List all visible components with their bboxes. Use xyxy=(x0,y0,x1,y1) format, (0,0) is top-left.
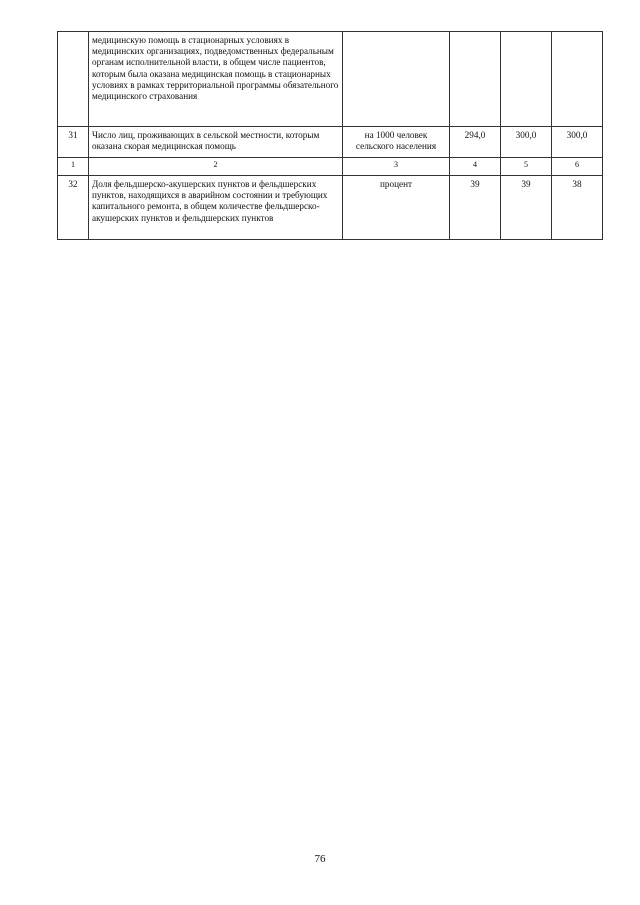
value-cell-year1: 294,0 xyxy=(450,127,501,158)
column-number-2: 2 xyxy=(89,158,343,176)
row-number-cell: 32 xyxy=(58,176,89,240)
indicators-table xyxy=(57,31,603,240)
value-cell-year3 xyxy=(552,32,603,127)
column-number-header-row xyxy=(58,158,603,176)
column-number-5: 5 xyxy=(501,158,552,176)
value-cell-year2: 39 xyxy=(501,176,552,240)
value-cell-year1: 39 xyxy=(450,176,501,240)
indicator-name-text: Доля фельдшерско-акушерских пунктов и фельдшерских пунктов, находящихся в аварийном состоянии и требующих капитального ремонта, в общем количестве фельдшерско-акушерских пунктов и фельдшерских пунктов xyxy=(92,179,328,223)
column-number-3: 3 xyxy=(343,158,450,176)
value-cell-year2: 300,0 xyxy=(501,127,552,158)
value-cell-year3: 300,0 xyxy=(552,127,603,158)
table-row-31 xyxy=(58,127,603,158)
column-number-6: 6 xyxy=(552,158,603,176)
column-number-4: 4 xyxy=(450,158,501,176)
table-row-32 xyxy=(58,176,603,240)
unit-cell: процент xyxy=(343,176,450,240)
table-row-continuation xyxy=(58,32,603,127)
value-cell-year1 xyxy=(450,32,501,127)
indicator-name-text: медицинскую помощь в стационарных условиях в медицинских организациях, подведомственных федеральным органам исполнительной власти, в общем числе пациентов, которым была оказана медицинская помощь в стационарных условиях в рамках территориальной программы обязательного медицинского страхования xyxy=(92,35,339,102)
column-number-1: 1 xyxy=(58,158,89,176)
indicator-name-text: Число лиц, проживающих в сельской местности, которым оказана скорая медицинская помощь xyxy=(92,130,320,152)
page-number: 76 xyxy=(314,853,326,865)
row-number-cell: 31 xyxy=(58,127,89,158)
value-cell-year3: 38 xyxy=(552,176,603,240)
indicator-name-cell xyxy=(89,127,343,158)
unit-cell: на 1000 человек сельского населения xyxy=(343,127,450,158)
value-cell-year2 xyxy=(501,32,552,127)
row-number-cell xyxy=(58,32,89,127)
indicator-name-cell xyxy=(89,176,343,240)
indicator-name-cell xyxy=(89,32,343,127)
unit-cell xyxy=(343,32,450,127)
